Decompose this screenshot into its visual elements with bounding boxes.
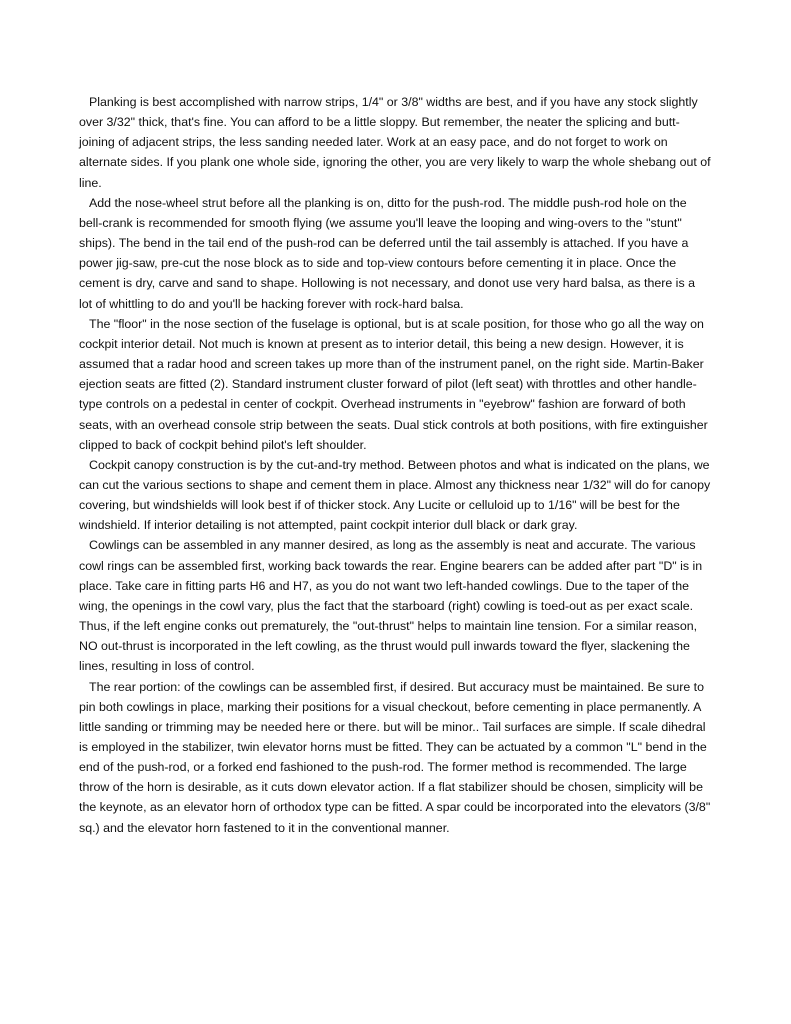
paragraph-cockpit-canopy: Cockpit canopy construction is by the cut-and-try method. Between photos and what is indicated on the plans, we can cut the various sections to shape and cement them in place. Almost any thickness near 1/32" will do for canopy covering, but windshields will look best if of thicker stock. Any Lucite or celluloid up to 1/16" will be best for the windshield. If interior detailing is not attempted, paint cockpit interior dull black or dark gray. (79, 457, 711, 533)
paragraph-planking: Planking is best accomplished with narrow strips, 1/4" or 3/8" widths are best, and if you have any stock slightly over 3/32" thick, that's fine. You can afford to be a little sloppy. But remember, the neater the splicing and butt-joining of adjacent strips, the less sanding needed later. Work at an easy pace, and do not forget to work on alternate sides. If you plank one whole side, ignoring the other, you are very likely to warp the whole shebang out of line. (79, 95, 711, 190)
paragraph-nose-wheel-strut: Add the nose-wheel strut before all the planking is on, ditto for the push-rod. The middle push-rod hole on the bell-crank is recommended for smooth flying (we assume you'll leave the looping and wing-overs to the "stunt" ships). The bend in the tail end of the push-rod can be deferred until the tail assembly is attached. If you have a power jig-saw, pre-cut the nose block as to side and top-view contours before cementing it in place. Once the cement is dry, carve and sand to shape. Hollowing is not necessary, and donot use very hard balsa, as there is a lot of whittling to do and you'll be hacking forever with rock-hard balsa. (79, 195, 695, 311)
paragraph-cowlings: Cowlings can be assembled in any manner desired, as long as the assembly is neat and accurate. The various cowl rings can be assembled first, working back towards the rear. Engine bearers can be added after part "D" is in place. Take care in fitting parts H6 and H7, as you do not want two left-handed cowlings. Due to the taper of the wing, the openings in the cowl vary, plus the fact that the starboard (right) cowling is toed-out as per exact scale. Thus, if the left engine conks out prematurely, the "out-thrust" helps to maintain line tension. For a similar reason, NO out-thrust is incorporated in the left cowling, as the thrust would pull inwards toward the flyer, slackening the lines, resulting in loss of control. (79, 538, 703, 674)
paragraph-cockpit-floor: The "floor" in the nose section of the fuselage is optional, but is at scale position, for those who go all the way on cockpit interior detail. Not much is known at present as to interior detail, this being a new design. However, it is assumed that a radar hood and screen takes up more than of the instrument panel, on the right side. Martin-Baker ejection seats are fitted (2). Standard instrument cluster forward of pilot (left seat) with throttles and other handle-type controls on a pedestal in center of cockpit. Overhead instruments in "eyebrow" fashion are forward of both seats, with an overhead console strip between the seats. Dual stick controls at both positions, with fire extinguisher clipped to back of cockpit behind pilot's left shoulder. (79, 316, 708, 452)
paragraph-rear-portion-tail: The rear portion: of the cowlings can be assembled first, if desired. But accuracy must be maintained. Be sure to pin both cowlings in place, marking their positions for a visual checkout, before cementing in place permanently. A little sanding or trimming may be needed here or there. but will be minor.. Tail surfaces are simple. If scale dihedral is employed in the stabilizer, twin elevator horns must be fitted. They can be actuated by a common "L" bend in the end of the push-rod, or a forked end fashioned to the push-rod. The former method is recommended. The large throw of the horn is desirable, as it cuts down elevator action. If a flat stabilizer should be chosen, simplicity will be the keynote, as an elevator horn of orthodox type can be fitted. A spar could be incorporated into the elevators (3/8" sq.) and the elevator horn fastened to it in the conventional manner. (79, 679, 711, 835)
document-body (79, 92, 711, 838)
